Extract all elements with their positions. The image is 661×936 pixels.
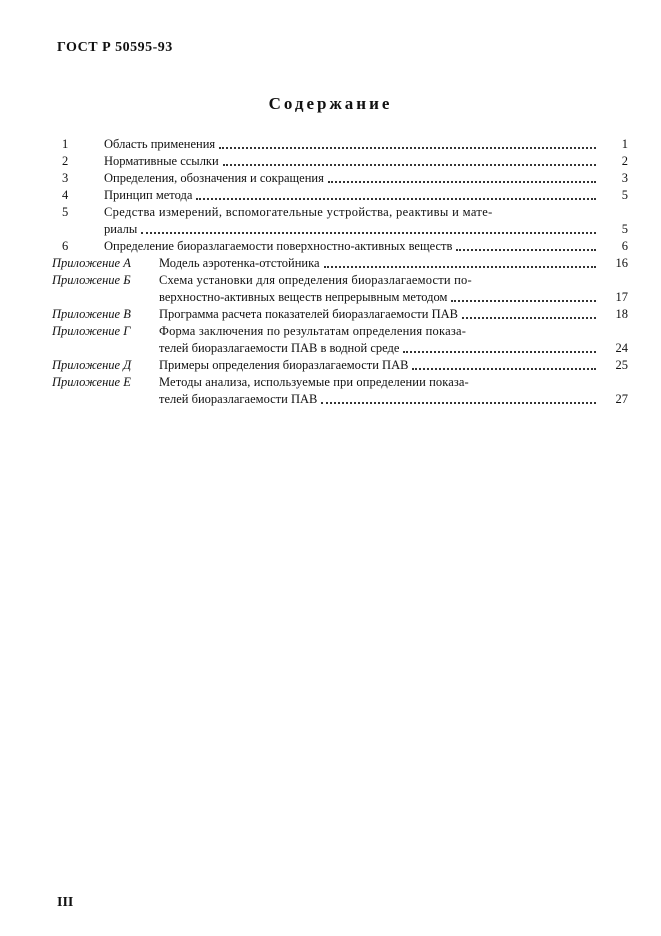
dot-leader bbox=[196, 198, 596, 200]
dot-leader bbox=[219, 147, 596, 149]
dot-leader bbox=[451, 300, 596, 302]
toc-appendix-entry bbox=[52, 306, 628, 323]
toc-entry-title: Определения, обозначения и сокращения bbox=[104, 171, 324, 185]
toc-appendix-label: Приложение Д bbox=[52, 358, 132, 372]
toc-entry bbox=[52, 187, 628, 204]
toc-entry-title-continued: верхностно-активных веществ непрерывным методом bbox=[159, 290, 448, 304]
toc-entry-page: 5 bbox=[621, 188, 628, 202]
dot-leader bbox=[223, 164, 596, 166]
toc-entry-title: Определение биоразлагаемости поверхностно-активных веществ bbox=[104, 239, 453, 253]
toc-entry-title-continued: телей биоразлагаемости ПАВ bbox=[159, 392, 318, 406]
toc-appendix-label: Приложение Г bbox=[52, 324, 131, 338]
toc-entry-title: Область применения bbox=[104, 137, 216, 151]
toc-entry-page: 24 bbox=[615, 341, 628, 355]
toc-entry bbox=[52, 238, 628, 255]
dot-leader bbox=[456, 249, 596, 251]
toc-entry-page: 17 bbox=[615, 290, 628, 304]
page-number: III bbox=[57, 895, 74, 910]
toc-appendix-entry bbox=[52, 323, 628, 357]
toc-entry-number: 2 bbox=[62, 154, 69, 168]
dot-leader bbox=[462, 317, 596, 319]
toc-entry bbox=[52, 136, 628, 153]
toc-title: Содержание bbox=[268, 94, 393, 113]
toc-entry-number: 3 bbox=[62, 171, 69, 185]
toc-entry-page: 6 bbox=[621, 239, 628, 253]
dot-leader bbox=[412, 368, 596, 370]
toc-entry-page: 3 bbox=[621, 171, 628, 185]
toc-appendix-label: Приложение Б bbox=[52, 273, 131, 287]
toc-entry bbox=[52, 170, 628, 187]
toc-entry-title: Средства измерений, вспомогательные устройства, реактивы и мате- bbox=[104, 205, 493, 219]
toc-entry-title: Модель аэротенка-отстойника bbox=[159, 256, 320, 270]
dot-leader bbox=[403, 351, 596, 353]
dot-leader bbox=[321, 402, 596, 404]
toc-entry-page: 1 bbox=[621, 137, 628, 151]
toc-entry-title: Принцип метода bbox=[104, 188, 193, 202]
toc-entry-title: Схема установки для определения биоразлагаемости по- bbox=[159, 273, 472, 287]
toc-entry-title-continued: телей биоразлагаемости ПАВ в водной среде bbox=[159, 341, 400, 355]
toc-entry-title: Программа расчета показателей биоразлагаемости ПАВ bbox=[159, 307, 458, 321]
standard-code: ГОСТ Р 50595-93 bbox=[57, 40, 173, 55]
toc-entry-page: 25 bbox=[615, 358, 628, 372]
toc-entry-title: Нормативные ссылки bbox=[104, 154, 219, 168]
dot-leader bbox=[324, 266, 596, 268]
toc-appendix-label: Приложение А bbox=[52, 256, 131, 270]
table-of-contents bbox=[52, 136, 628, 408]
toc-entry-title: Форма заключения по результатам определения показа- bbox=[159, 324, 467, 338]
toc-entry-number: 4 bbox=[62, 188, 69, 202]
toc-appendix-entry bbox=[52, 255, 628, 272]
toc-entry bbox=[52, 153, 628, 170]
toc-entry-page: 27 bbox=[615, 392, 628, 406]
toc-entry-number: 6 bbox=[62, 239, 69, 253]
toc-appendix-label: Приложение В bbox=[52, 307, 131, 321]
toc-entry-title: Примеры определения биоразлагаемости ПАВ bbox=[159, 358, 409, 372]
toc-entry bbox=[52, 204, 628, 238]
toc-entry-title: Методы анализа, используемые при определении показа- bbox=[159, 375, 469, 389]
toc-entry-page: 16 bbox=[615, 256, 628, 270]
dot-leader bbox=[141, 232, 596, 234]
toc-entry-page: 18 bbox=[615, 307, 628, 321]
toc-entry-page: 2 bbox=[621, 154, 628, 168]
toc-appendix-entry bbox=[52, 272, 628, 306]
toc-entry-number: 1 bbox=[62, 137, 69, 151]
toc-entry-title-continued: риалы bbox=[104, 222, 138, 236]
toc-entry-page: 5 bbox=[621, 222, 628, 236]
toc-entry-number: 5 bbox=[62, 205, 69, 219]
toc-appendix-label: Приложение Е bbox=[52, 375, 131, 389]
toc-appendix-entry bbox=[52, 374, 628, 408]
dot-leader bbox=[328, 181, 596, 183]
toc-appendix-entry bbox=[52, 357, 628, 374]
